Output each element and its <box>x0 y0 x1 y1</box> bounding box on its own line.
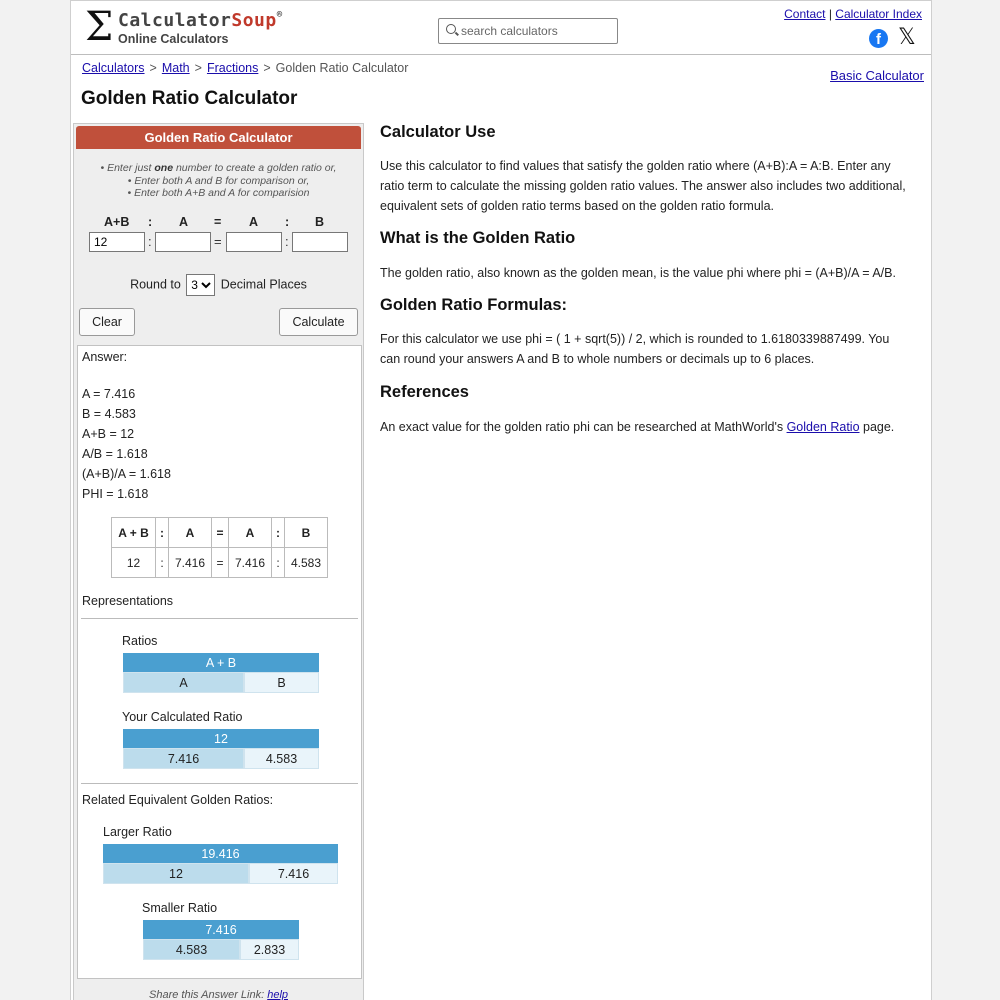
calculator-index-link[interactable]: Calculator Index <box>835 7 922 21</box>
heading-what-is: What is the Golden Ratio <box>380 229 576 247</box>
page-title: Golden Ratio Calculator <box>81 88 298 109</box>
x-twitter-icon[interactable]: 𝕏 <box>898 25 916 50</box>
heading-calculator-use: Calculator Use <box>380 123 496 141</box>
breadcrumb-separator: > <box>263 61 271 75</box>
label-a: A <box>179 215 189 229</box>
answer-label: Answer: <box>82 350 128 364</box>
table-row <box>112 548 328 578</box>
table-header-cell: A <box>169 518 212 548</box>
label-b: B <box>315 215 325 229</box>
answer-line-ratio: (A+B)/A = 1.618 <box>82 467 171 481</box>
colon-separator-second: : <box>285 234 289 249</box>
breadcrumb-fractions[interactable]: Fractions <box>206 61 259 75</box>
round-label: Round to <box>130 277 181 292</box>
heading-references: References <box>380 383 469 401</box>
ratios-bar-a: A <box>123 672 244 693</box>
calculator-panel <box>73 123 364 1000</box>
a-second-input[interactable] <box>226 232 282 252</box>
breadcrumb-calculators[interactable]: Calculators <box>82 61 145 75</box>
answer-line-b: B = 4.583 <box>82 407 136 421</box>
result-table <box>111 517 328 578</box>
table-cell: 7.416 <box>169 548 212 578</box>
larger-ratio-total: 19.416 <box>103 844 338 863</box>
instruction-line-3: • Enter both A+B and A for comparision <box>127 187 310 199</box>
paragraph-references <box>380 417 910 437</box>
share-help-link[interactable]: help <box>267 989 288 1000</box>
share-label: Share this Answer Link: <box>149 989 268 1000</box>
page <box>70 0 932 1000</box>
larger-ratio-label: Larger Ratio <box>103 825 172 839</box>
table-cell: 12 <box>112 548 156 578</box>
larger-ratio-parts <box>103 863 338 884</box>
a-plus-b-input[interactable] <box>89 232 145 252</box>
table-cell: : <box>156 548 169 578</box>
larger-ratio-a: 12 <box>103 863 249 884</box>
your-ratio-bar <box>123 729 319 769</box>
breadcrumb-separator: > <box>194 61 202 75</box>
result-table-header <box>112 518 328 548</box>
references-text: An exact value for the golden ratio phi can be researched at MathWorld's <box>380 420 787 434</box>
logo-subtitle: Online Calculators <box>118 32 229 46</box>
smaller-ratio-a: 4.583 <box>143 939 240 960</box>
logo-sigma-icon[interactable]: Σ <box>85 4 114 50</box>
ratios-bar-b: B <box>244 672 319 693</box>
decimal-places-select[interactable] <box>186 274 215 296</box>
ratios-label: Ratios <box>122 634 158 648</box>
answer-line-phi: PHI = 1.618 <box>82 487 149 501</box>
related-ratios-label: Related Equivalent Golden Ratios: <box>82 793 274 807</box>
your-ratio-b: 4.583 <box>244 748 319 769</box>
breadcrumb-math[interactable]: Math <box>161 61 190 75</box>
breadcrumb-current: Golden Ratio Calculator <box>275 61 409 75</box>
ratios-bar <box>123 653 319 693</box>
smaller-ratio-parts <box>143 939 299 960</box>
logo-title[interactable] <box>118 10 283 31</box>
top-links <box>784 7 922 21</box>
a-input[interactable] <box>155 232 211 252</box>
logo-name-soup: Soup <box>231 10 277 31</box>
paragraph-calculator-use: Use this calculator to find values that satisfy the golden ratio where (A+B):A = A:B. Enter any ratio term to calculate the missing golden ratio values. The answer also includes two additional, equivalent sets of golden ratio terms based on the golden ratio formula. <box>380 159 906 213</box>
ratios-bar-total: A + B <box>123 653 319 672</box>
round-suffix: Decimal Places <box>220 277 307 292</box>
smaller-ratio-total: 7.416 <box>143 920 299 939</box>
table-header-cell: A <box>229 518 272 548</box>
table-header-cell: : <box>156 518 169 548</box>
label-colon-second: : <box>285 215 290 229</box>
instruction-line-2: • Enter both A and B for comparison or, <box>127 174 310 187</box>
calculator-heading: Golden Ratio Calculator <box>76 126 361 149</box>
table-cell: 4.583 <box>285 548 328 578</box>
divider <box>81 783 358 784</box>
search-box[interactable] <box>438 18 618 44</box>
larger-ratio-b: 7.416 <box>249 863 338 884</box>
calculate-button[interactable]: Calculate <box>279 308 358 336</box>
b-input[interactable] <box>292 232 348 252</box>
smaller-ratio-b: 2.833 <box>240 939 299 960</box>
label-equals: = <box>214 215 222 229</box>
instruction-text: • Enter just <box>100 162 155 174</box>
your-ratio-parts <box>123 748 319 769</box>
label-a-second: A <box>249 215 259 229</box>
table-header-cell: A + B <box>112 518 156 548</box>
table-header-cell: B <box>285 518 328 548</box>
table-header-cell: = <box>212 518 229 548</box>
colon-separator: : <box>148 234 152 249</box>
basic-calculator-link[interactable]: Basic Calculator <box>830 68 924 83</box>
breadcrumb <box>82 61 408 75</box>
instruction-emphasis: one <box>154 162 174 174</box>
paragraph-formulas: For this calculator we use phi = ( 1 + sqrt(5)) / 2, which is rounded to 1.6180339887499. You can round your answers A and B to whole numbers or decimals up to 6 places. <box>380 332 890 366</box>
your-ratio-total: 12 <box>123 729 319 748</box>
table-cell: : <box>272 548 285 578</box>
facebook-icon[interactable]: f <box>869 29 888 48</box>
breadcrumb-separator: > <box>149 61 157 75</box>
answer-line-a: A = 7.416 <box>82 387 136 401</box>
instruction-line-1 <box>74 162 363 175</box>
larger-ratio-bar <box>103 844 338 884</box>
label-a-plus-b: A+B <box>104 215 130 229</box>
round-control <box>74 274 363 296</box>
answer-line-a-plus-b: A+B = 12 <box>82 427 135 441</box>
answer-box <box>77 345 362 979</box>
instruction-text: number to create a golden ratio or, <box>173 162 337 174</box>
table-header-cell: : <box>272 518 285 548</box>
smaller-ratio-label: Smaller Ratio <box>142 901 218 915</box>
table-cell: 7.416 <box>229 548 272 578</box>
your-ratio-a: 7.416 <box>123 748 244 769</box>
references-text-end: page. <box>859 420 895 434</box>
contact-link[interactable]: Contact <box>784 7 826 21</box>
logo-registered: ® <box>276 10 283 20</box>
site-header <box>71 0 931 55</box>
calculator-instructions <box>74 162 363 200</box>
ratios-bar-parts <box>123 672 319 693</box>
clear-button[interactable]: Clear <box>79 308 135 336</box>
golden-ratio-link[interactable]: Golden Ratio <box>786 420 860 434</box>
equals-separator: = <box>214 234 222 249</box>
answer-line-a-over-b: A/B = 1.618 <box>82 447 148 461</box>
divider <box>81 618 358 619</box>
top-links-separator: | <box>828 7 832 21</box>
share-answer <box>74 989 363 1000</box>
heading-formulas: Golden Ratio Formulas: <box>380 296 568 314</box>
label-colon: : <box>148 215 153 229</box>
smaller-ratio-bar <box>143 920 299 960</box>
logo-name-calculator: Calculator <box>118 10 232 31</box>
representations-label: Representations <box>82 594 174 608</box>
search-input[interactable] <box>459 21 613 41</box>
paragraph-what-is: The golden ratio, also known as the golden mean, is the value phi where phi = (A+B)/A = A/B. <box>380 266 896 280</box>
table-cell: = <box>212 548 229 578</box>
your-ratio-label: Your Calculated Ratio <box>122 710 243 724</box>
search-icon <box>446 24 456 34</box>
